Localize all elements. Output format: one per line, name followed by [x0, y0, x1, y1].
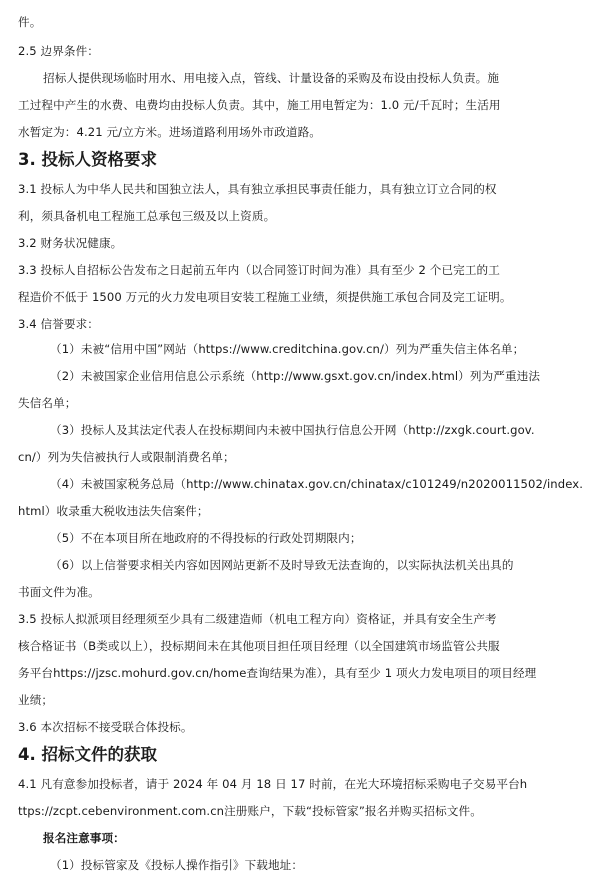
text-line: 件。 — [18, 15, 42, 29]
text-line: 水暂定为：4.21 元/立方米。进场道路利用场外市政道路。 — [18, 125, 321, 139]
section-3-5: 3.5 投标人拟派项目经理须至少具有二级建造师（机电工程方向）资格证，并具有安全生产考 — [18, 612, 497, 626]
text-line: html）收录重大税收违法失信案件； — [18, 504, 209, 518]
text-line: 失信名单； — [18, 396, 77, 410]
text-line: 招标人提供现场临时用水、用电接入点，管线、计量设备的采购及布设由投标人负责。施 — [43, 71, 500, 85]
text-line: 工过程中产生的水费、电费均由投标人负责。其中，施工用电暂定为：1.0 元/千瓦时；生活用 — [18, 98, 501, 112]
section-3-1: 3.1 投标人为中华人民共和国独立法人，具有独立承担民事责任能力，具有独立订立合同的权 — [18, 182, 497, 196]
text-line: ttps://zcpt.cebenvironment.com.cn注册账户，下载“投标管家”报名并购买招标文件。 — [18, 804, 482, 818]
credit-item-6: （6）以上信誉要求相关内容如因网站更新不及时导致无法查询的，以实际执法机关出具的 — [50, 558, 514, 572]
text-line: 务平台https://jzsc.mohurd.gov.cn/home查询结果为准），具有至少 1 项火力发电项目的项目经理 — [18, 666, 537, 680]
credit-item-2: （2）未被国家企业信用信息公示系统（http://www.gsxt.gov.cn/index.html）列为严重违法 — [50, 369, 541, 383]
text-line: cn/）列为失信被执行人或限制消费名单； — [18, 450, 235, 464]
credit-item-5: （5）不在本项目所在地政府的不得投标的行政处罚期限内； — [50, 531, 362, 545]
text-line: 核合格证书（B类或以上），投标期间未在其他项目担任项目经理（以全国建筑市场监管公共服 — [18, 639, 500, 653]
registration-item-1: （1）投标管家及《投标人操作指引》下载地址： — [50, 858, 304, 872]
text-line: 业绩； — [18, 693, 54, 707]
text-line: 利，须具备机电工程施工总承包三级及以上资质。 — [18, 209, 276, 223]
section-3-2: 3.2 财务状况健康。 — [18, 236, 123, 250]
registration-notes-title: 报名注意事项： — [43, 831, 125, 845]
text-line: 书面文件为准。 — [18, 585, 100, 599]
section-4-heading: 4. 招标文件的获取 — [18, 745, 157, 764]
section-4-1: 4.1 凡有意参加投标者，请于 2024 年 04 月 18 日 17 时前，在光大环境招标采购电子交易平台h — [18, 777, 528, 791]
section-3-3: 3.3 投标人自招标公告发布之日起前五年内（以合同签订时间为准）具有至少 2 个已完工的工 — [18, 263, 500, 277]
text-line: 程造价不低于 1500 万元的火力发电项目安装工程施工业绩，须提供施工承包合同及完工证明。 — [18, 290, 512, 304]
credit-item-3: （3）投标人及其法定代表人在投标期间内未被中国执行信息公开网（http://zxgk.court.gov. — [50, 423, 535, 437]
section-2-5-title: 2.5 边界条件： — [18, 44, 99, 58]
credit-item-1: （1）未被“信用中国”网站（https://www.creditchina.gov.cn/）列为严重失信主体名单； — [50, 342, 525, 356]
section-3-6: 3.6 本次招标不接受联合体投标。 — [18, 720, 193, 734]
credit-item-4: （4）未被国家税务总局（http://www.chinatax.gov.cn/chinatax/c101249/n2020011502/index. — [50, 477, 583, 491]
section-3-heading: 3. 投标人资格要求 — [18, 150, 157, 169]
section-3-4: 3.4 信誉要求： — [18, 317, 99, 331]
